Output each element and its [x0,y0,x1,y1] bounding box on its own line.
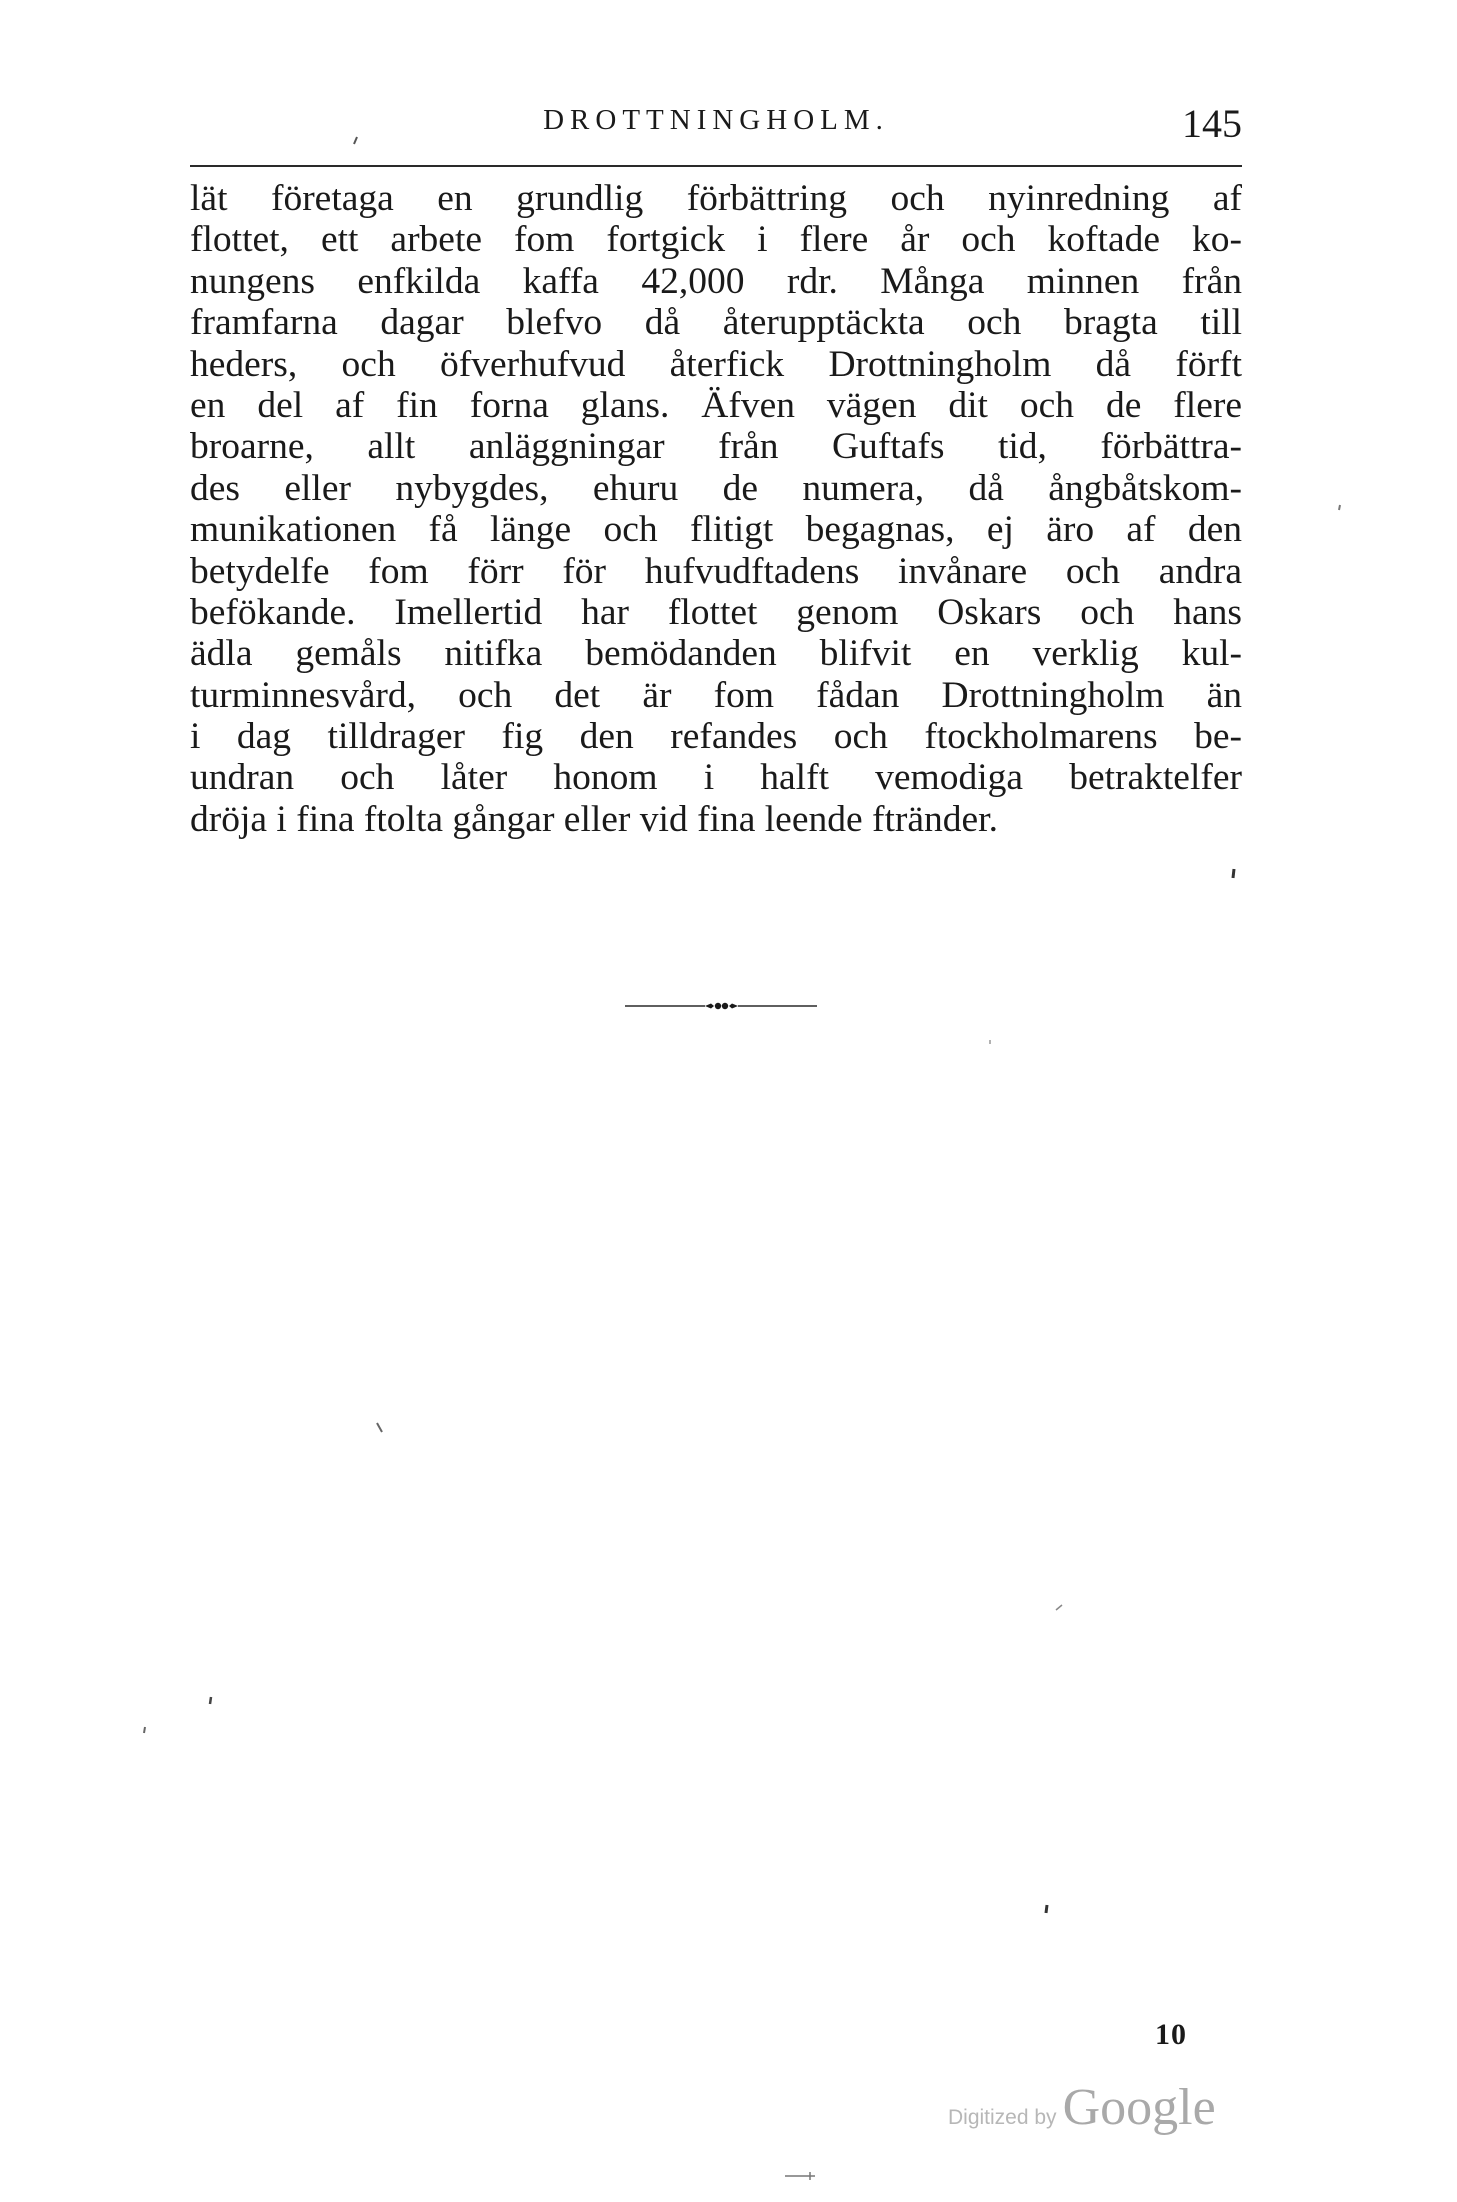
speck [377,1423,382,1432]
text-line: lät företaga en grundlig förbättring och nyinredning af [190,178,1242,219]
running-head: DROTTNINGHOLM. [543,104,889,136]
text-line: betydelfe fom förr för hufvudftadens invånare och andra [190,550,1242,592]
page-header [190,100,1242,150]
text-line: en del af fin forna glans. Äfven vägen dit och de flere [190,384,1242,426]
text-line: nungens enfkilda kaffa 42,000 rdr. Många minnen från [190,260,1242,302]
speck [210,1697,211,1704]
text-line: dröja i fina ftolta gångar eller vid fina leende ftränder. [190,798,998,840]
text-line: ädla gemåls nitifka bemödanden blifvit en verklig kul- [190,633,1242,675]
section-end-ornament [625,1001,817,1011]
speck [1339,505,1340,510]
speck [1233,869,1234,878]
digitized-brand-logo: Google [1062,2079,1216,2136]
text-line: flottet, ett arbete fom fortgick i flere år och koftade ko- [190,219,1242,261]
digitized-watermark [948,2078,1216,2138]
text-line: i dag tilldrager fig den refandes och ftockholmarens be- [190,716,1242,758]
text-line: broarne, allt anläggningar från Guftafs tid, förbättra- [190,426,1242,468]
header-rule [190,165,1242,167]
text-line: befökande. Imellertid har flottet genom Oskars och hans [190,591,1242,633]
speck [1056,1605,1062,1610]
text-line: des eller nybygdes, ehuru de numera, då ångbåtskom- [190,467,1242,509]
text-line: turminnesvård, och det är fom fådan Drottningholm än [190,674,1242,716]
signature-mark: 10 [1155,2018,1187,2051]
text-line: framfarna dagar blefvo då återupptäckta och bragta till [190,302,1242,344]
text-line: heders, och öfverhufvud återfick Drottningholm då förft [190,343,1242,385]
page-number: 145 [1182,101,1242,146]
text-line: undran och låter honom i halft vemodiga betraktelfer [190,757,1242,799]
speck [144,1727,145,1733]
text-line: munikationen få länge och flitigt begagnas, ej äro af den [190,509,1242,551]
body-text [190,178,1242,840]
digitized-label: Digitized by [948,2106,1057,2129]
speck [1046,1905,1047,1913]
ornament-knot [705,1003,738,1009]
